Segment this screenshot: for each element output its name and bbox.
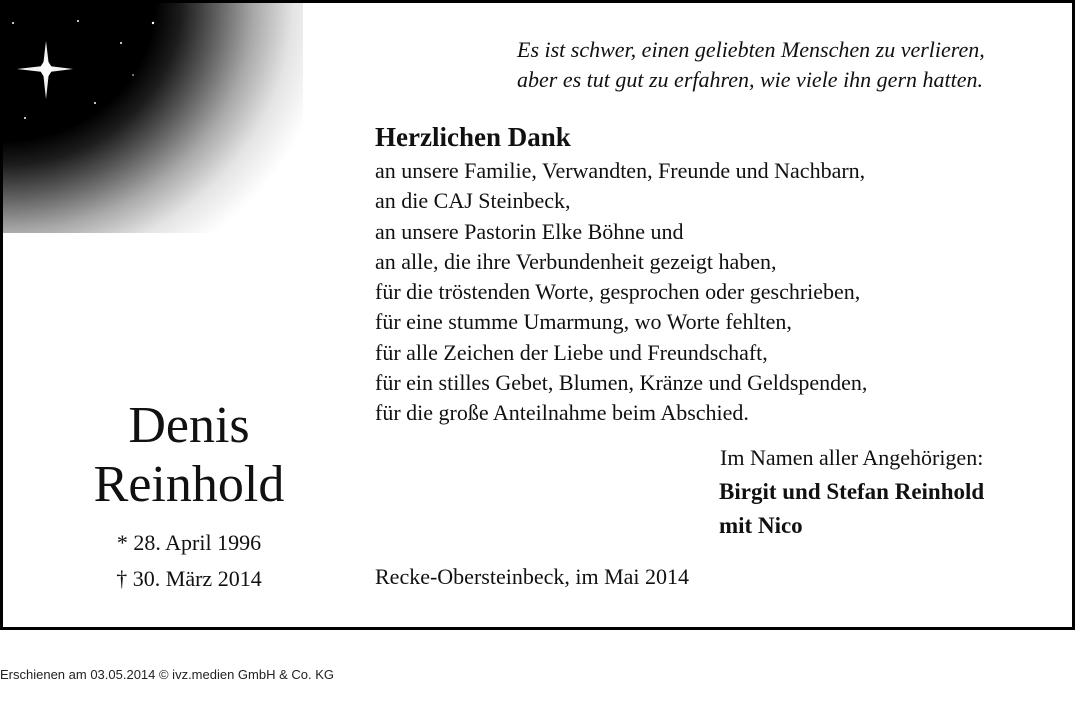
- signoff-intro: Im Namen aller Angehörigen:: [720, 445, 984, 470]
- thanks-line: für eine stumme Umarmung, wo Worte fehlten,: [375, 309, 792, 335]
- quote-line: aber es tut gut zu erfahren, wie viele ihn gern hatten.: [517, 67, 983, 92]
- thanks-line: an unsere Familie, Verwandten, Freunde und Nachbarn,: [375, 158, 866, 183]
- deceased-first-name: Denis: [128, 397, 250, 454]
- publication-note: Erschienen am 03.05.2014 © ivz.medien GmbH & Co. KG: [0, 667, 335, 682]
- star-sparkle-icon: [3, 3, 303, 233]
- thanks-line: an unsere Pastorin Elke Böhne und: [375, 218, 684, 244]
- birth-date: * 28. April 1996: [116, 530, 262, 555]
- family-names: [719, 475, 984, 543]
- family-names-line: Birgit und Stefan Reinhold: [719, 479, 985, 504]
- thanks-line: für die große Anteilnahme beim Abschied.: [375, 400, 749, 426]
- thanks-line: für ein stilles Gebet, Blumen, Kränze und Geldspenden,: [375, 370, 868, 396]
- thanks-line: für die tröstenden Worte, gesprochen oder geschrieben,: [375, 279, 861, 305]
- family-names-line: mit Nico: [719, 513, 803, 538]
- thanks-line: für alle Zeichen der Liebe und Freundschaft,: [375, 339, 768, 365]
- deceased-last-name: Reinhold: [93, 456, 285, 513]
- opening-quote: [517, 35, 985, 95]
- thanks-heading: Herzlichen Dank: [375, 122, 571, 152]
- quote-line: Es ist schwer, einen geliebten Menschen zu verlieren,: [517, 37, 985, 62]
- thanks-line: an alle, die ihre Verbundenheit gezeigt haben,: [375, 248, 777, 274]
- thanks-text: [375, 156, 867, 429]
- thanks-line: an die CAJ Steinbeck,: [375, 188, 571, 214]
- place-and-date: Recke-Obersteinbeck, im Mai 2014: [375, 564, 690, 589]
- night-sky-corner-decoration: [3, 3, 303, 233]
- death-date: † 30. März 2014: [116, 566, 262, 591]
